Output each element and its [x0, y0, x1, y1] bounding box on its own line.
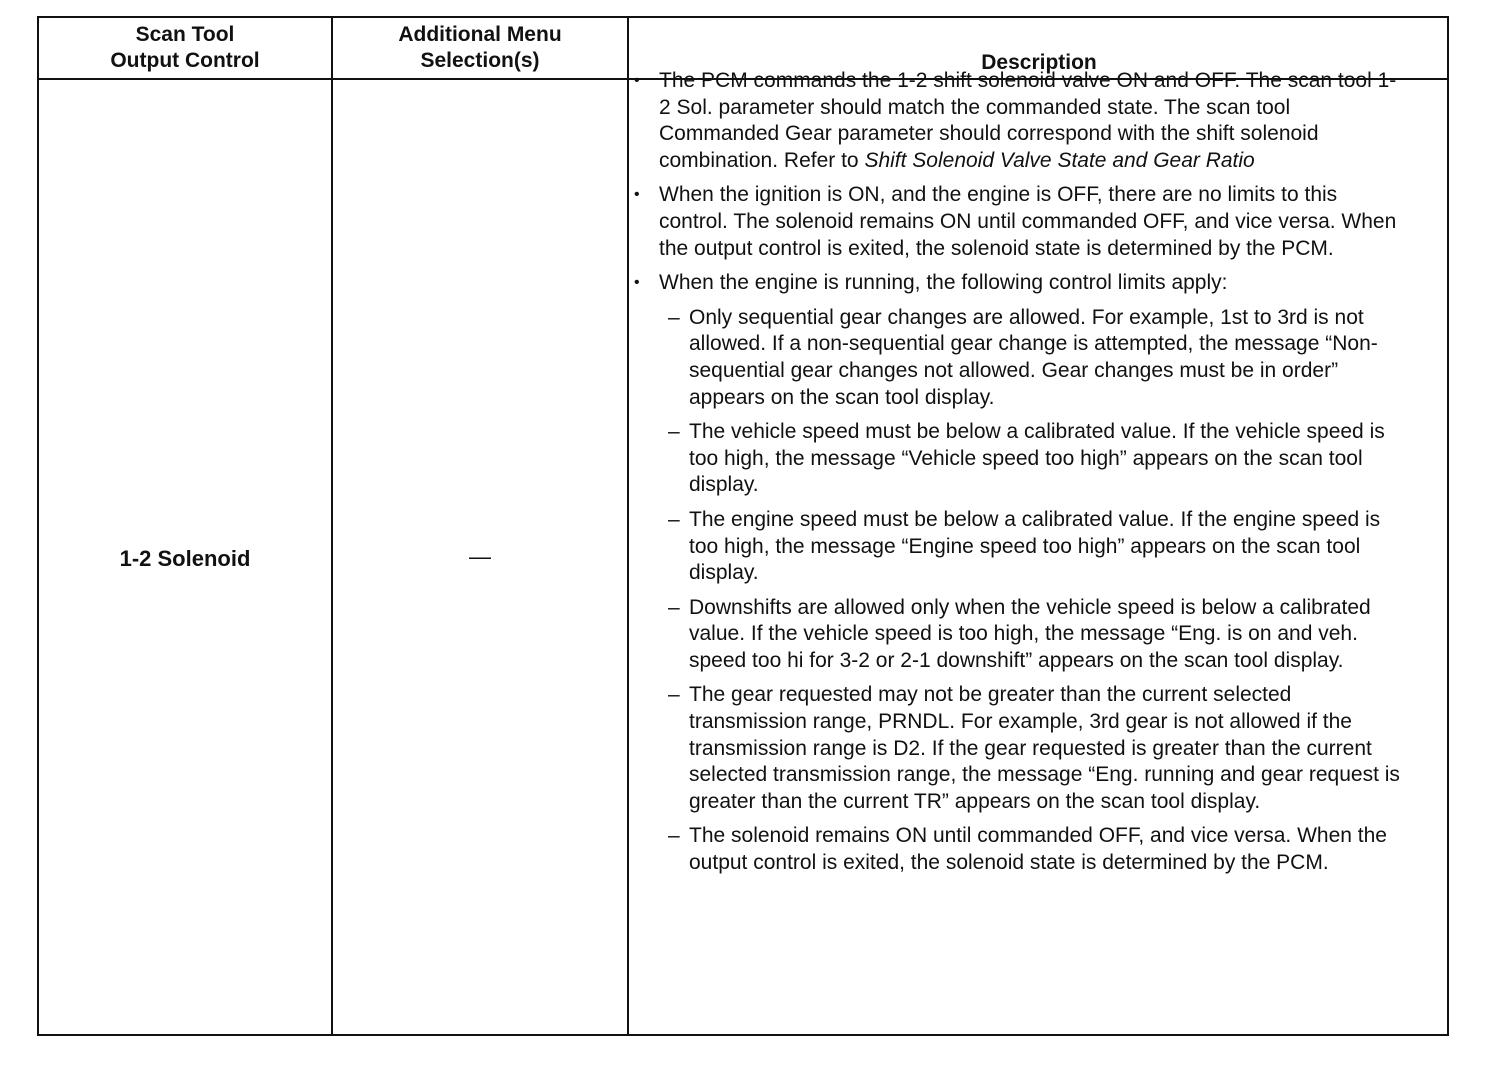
header-text: Output Control — [110, 49, 260, 72]
control-limit-item — [630, 595, 1402, 675]
control-limit-text: The vehicle speed must be below a calibrated value. If the vehicle speed is too high, the message “Vehicle speed too high” appears on the scan tool display. — [689, 420, 1385, 497]
bullet-text: When the ignition is ON, and the engine is OFF, there are no limits to this control. The solenoid remains ON until commanded OFF, and vice versa. When the output control is exited, the solenoid state is determined by the PCM. — [659, 183, 1397, 260]
control-limit-text: Only sequential gear changes are allowed. For example, 1st to 3rd is not allowed. If a non-sequential gear change is attempted, the message “Non-sequential gear changes not allowed. Gear changes must be in order” appears on the scan tool display. — [689, 305, 1378, 409]
header-additional-menu-selections — [333, 18, 627, 78]
header-text: Additional Menu — [398, 23, 562, 46]
column-divider — [331, 18, 333, 1034]
header-scan-tool-output-control — [39, 18, 331, 78]
control-limit-item — [630, 419, 1402, 499]
control-limit-item — [630, 682, 1402, 815]
bullet-text: When the engine is running, the following control limits apply: — [659, 271, 1228, 295]
control-limit-item — [630, 823, 1402, 876]
description-bullet — [630, 270, 1402, 297]
control-limit-text: Downshifts are allowed only when the vehicle speed is below a calibrated value. If the vehicle speed is too high, the message “Eng. is on and veh. speed too hi for 3-2 or 2-1 downshift” appears on the scan tool display. — [689, 595, 1371, 672]
bullet-icon: • — [634, 274, 640, 292]
control-limit-text: The engine speed must be below a calibrated value. If the engine speed is too high, the message “Engine speed too high” appears on the scan tool display. — [689, 507, 1381, 585]
dash-icon: – — [668, 824, 680, 848]
bullet-text: The PCM commands the 1-2 shift solenoid valve ON and OFF. The scan tool 1-2 Sol. parameter should match the commanded state. The scan tool Commanded Gear parameter should correspond with the shift solenoid combination. Refer to — [659, 69, 1397, 172]
header-text: Description — [981, 51, 1097, 74]
dash-icon: – — [668, 305, 680, 329]
menu-selection-cell: — — [469, 544, 491, 569]
description-cell — [630, 68, 1402, 885]
control-limit-text: The solenoid remains ON until commanded OFF, and vice versa. When the output control is exited, the solenoid state is determined by the PCM. — [689, 824, 1387, 875]
description-bullet — [630, 182, 1402, 262]
bullet-icon: • — [634, 186, 640, 204]
control-limit-item — [630, 305, 1402, 411]
column-divider — [627, 18, 629, 1034]
output-control-cell: 1-2 Solenoid — [119, 546, 251, 571]
header-text: Selection(s) — [420, 49, 540, 72]
dash-icon: – — [668, 420, 680, 444]
bullet-icon: • — [634, 72, 640, 89]
description-bullet — [630, 68, 1402, 174]
control-limit-text: The gear requested may not be greater than the current selected transmission range, PRNDL. For example, 3rd gear is not allowed if the transmission range is D2. If the gear requested is greater than the current selected transmission range, the message “Eng. running and gear request is greater than the current TR” appears on the scan tool display. — [689, 683, 1400, 813]
header-text: Scan Tool — [135, 23, 235, 46]
dash-icon: – — [668, 683, 680, 707]
control-limit-item — [630, 507, 1402, 587]
dash-icon: – — [668, 595, 680, 619]
dash-icon: – — [668, 507, 680, 531]
reference-text: Shift Solenoid Valve State and Gear Ratio — [864, 148, 1255, 172]
